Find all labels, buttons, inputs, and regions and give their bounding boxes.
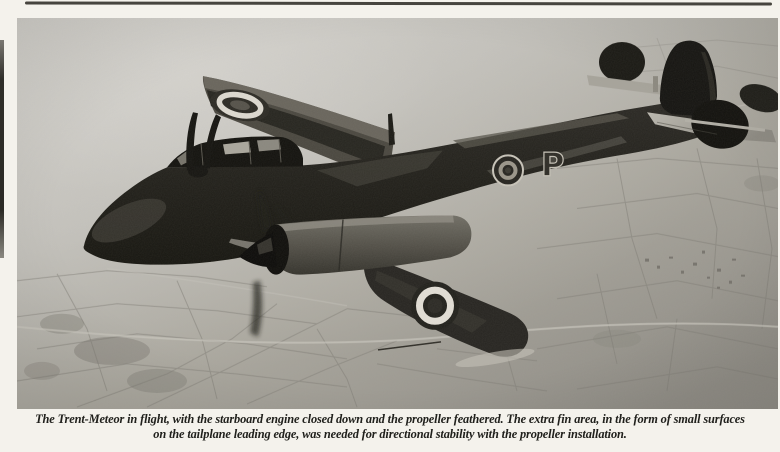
photograph-trent-meteor [17,18,778,409]
caption-line-2: on the tailplane leading edge, was needed for directional stability with the propeller installation. [153,427,627,441]
photo-caption [0,412,780,442]
vignette-overlay [17,18,778,409]
caption-line-1: The Trent-Meteor in flight, with the starboard engine closed down and the propeller feathered. The extra fin area, in the form of small surfaces [35,412,745,426]
scan-artifact-top-line [25,1,772,5]
photo-illustration [17,18,778,409]
scan-artifact-gutter-shadow [0,40,4,258]
